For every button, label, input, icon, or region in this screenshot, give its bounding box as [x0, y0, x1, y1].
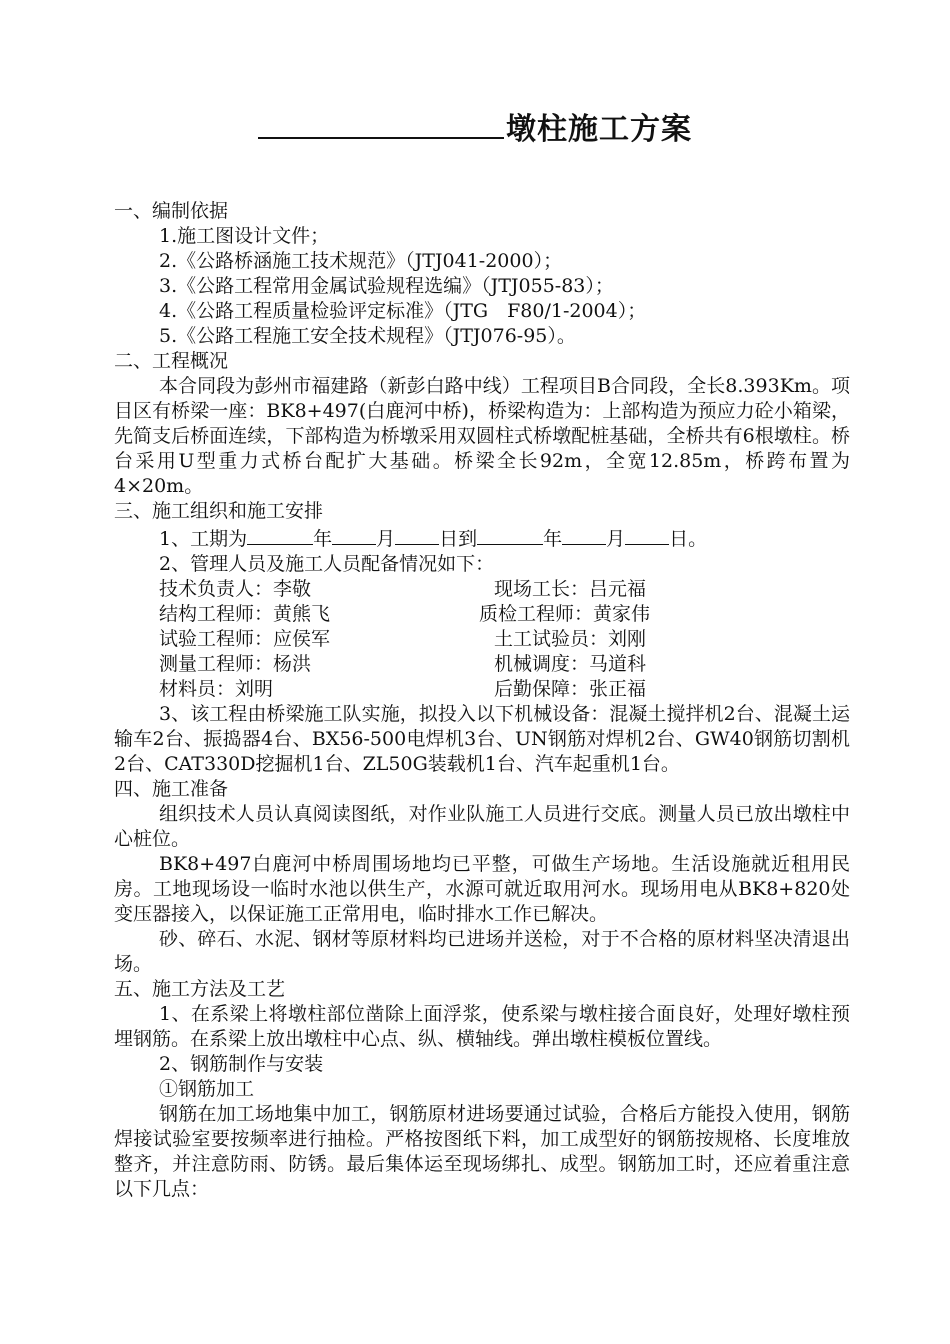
section-heading-organization: 三、施工组织和施工安排 [114, 500, 324, 522]
methods-paragraph: 1、在系梁上将墩柱部位凿除上面浮浆，使系梁与墩柱接合面良好，处理好墩柱预埋钢筋。在系梁上放出墩柱中心点、纵、横轴线。弹出墩柱模板位置线。 [114, 1003, 850, 1050]
blank-end-year [477, 524, 543, 545]
section-heading-preparation: 四、施工准备 [114, 778, 229, 800]
overview-paragraph: 本合同段为彭州市福建路（新彭白路中线）工程项目B合同段，全长8.393Km。项目区有桥梁一座：BK8+497(白鹿河中桥)，桥梁构造为：上部构造为预应力砼小箱梁，先简支后桥面连续，下部构造为桥墩采用双圆柱式桥墩配桩基础，全桥共有6根墩柱。桥台采用U型重力式桥台配扩大基础。桥梁全长92m，全宽12.85m，桥跨布置为4×20m。 [114, 375, 850, 497]
list-item: 1.施工图设计文件； [159, 225, 330, 247]
blank-start-month [332, 524, 376, 545]
period-day-to: 日到 [439, 528, 478, 550]
staff-left: 技术负责人：李敬 [159, 578, 312, 600]
section-heading-overview: 二、工程概况 [114, 350, 229, 372]
period-month-1: 月 [376, 528, 396, 550]
preparation-paragraph: 组织技术人员认真阅读图纸，对作业队施工人员进行交底。测量人员已放出墩柱中心桩位。 [114, 803, 850, 850]
section-heading-methods: 五、施工方法及工艺 [114, 978, 286, 1000]
document-body [114, 199, 850, 1202]
staff-left: 结构工程师：黄熊飞 [159, 603, 331, 625]
period-year-2: 年 [543, 528, 563, 550]
equipment-paragraph: 3、该工程由桥梁施工队实施，拟投入以下机械设备：混凝土搅拌机2台、混凝土运输车2台、振捣器4台、BX56-500电焊机3台、UN钢筋对焊机2台、GW40钢筋切割机2台、CAT330D挖掘机1台、ZL50G装载机1台、汽车起重机1台。 [114, 703, 850, 775]
staff-left: 材料员：刘明 [159, 678, 274, 700]
blank-end-day [625, 524, 669, 545]
subheading-rebar: 2、钢筋制作与安装 [159, 1053, 324, 1075]
staff-intro: 2、管理人员及施工人员配备情况如下： [159, 553, 495, 575]
rebar-paragraph: 钢筋在加工场地集中加工，钢筋原材进场要通过试验，合格后方能投入使用，钢筋焊接试验室要按频率进行抽检。严格按图纸下料，加工成型好的钢筋按规格、长度堆放整齐，并注意防雨、防锈。最后集体运至现场绑扎、成型。钢筋加工时，还应着重注意以下几点： [114, 1103, 850, 1200]
list-item: 4.《公路工程质量检验评定标准》（JTG F80/1-2004）； [159, 300, 647, 322]
staff-right: 土工试验员：刘刚 [494, 628, 647, 650]
staff-row [114, 652, 850, 677]
blank-start-year [247, 524, 313, 545]
staff-row [114, 602, 850, 627]
staff-left: 测量工程师：杨洪 [159, 653, 312, 675]
period-day-2: 日。 [669, 528, 708, 550]
staff-row [114, 627, 850, 652]
staff-row [114, 577, 850, 602]
section-heading-basis: 一、编制依据 [114, 200, 229, 222]
list-item: 3.《公路工程常用金属试验规程选编》（JTJ055-83）； [159, 275, 614, 297]
document-title [0, 104, 950, 148]
title-project-blank [258, 107, 504, 139]
period-month-2: 月 [606, 528, 626, 550]
period-prefix: 1、工期为 [159, 528, 248, 550]
list-item: 5.《公路工程施工安全技术规程》（JTJ076-95）。 [159, 325, 576, 347]
period-year-1: 年 [313, 528, 333, 550]
blank-end-month [562, 524, 606, 545]
preparation-paragraph: BK8+497白鹿河中桥周围场地均已平整，可做生产场地。生活设施就近租用民房。工地现场设一临时水池以供生产，水源可就近取用河水。现场用电从BK8+820处变压器接入，以保证施工正常用电，临时排水工作已解决。 [114, 853, 850, 925]
staff-right: 机械调度：马道科 [494, 653, 647, 675]
staff-row [114, 677, 850, 702]
subheading-rebar-processing: ①钢筋加工 [159, 1078, 255, 1100]
staff-right: 质检工程师：黄家伟 [479, 603, 651, 625]
list-item: 2.《公路桥涵施工技术规范》（JTJ041-2000）； [159, 250, 563, 272]
construction-period-line [114, 524, 850, 552]
staff-left: 试验工程师：应侯军 [159, 628, 331, 650]
title-text: 墩柱施工方案 [506, 112, 692, 147]
staff-right: 现场工长：吕元福 [494, 578, 647, 600]
preparation-paragraph: 砂、碎石、水泥、钢材等原材料均已进场并送检，对于不合格的原材料坚决清退出场。 [114, 928, 850, 975]
blank-start-day [395, 524, 439, 545]
staff-right: 后勤保障：张正福 [494, 678, 647, 700]
